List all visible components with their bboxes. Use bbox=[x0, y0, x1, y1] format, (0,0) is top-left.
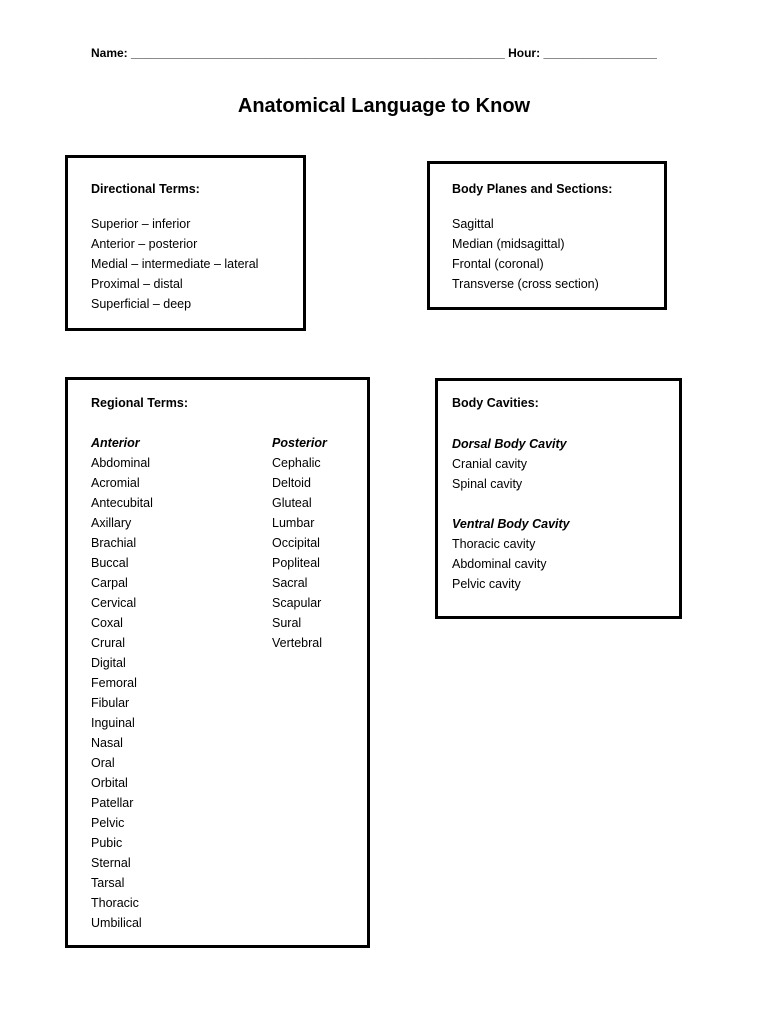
dorsal-cavity-list bbox=[452, 434, 567, 494]
hour-label: Hour: bbox=[508, 46, 541, 60]
list-item: Nasal bbox=[91, 736, 123, 750]
dorsal-heading: Dorsal Body Cavity bbox=[452, 437, 567, 451]
list-item: Scapular bbox=[272, 596, 322, 610]
body-cavities-box bbox=[435, 378, 682, 619]
list-item: Cephalic bbox=[272, 456, 321, 470]
list-item: Umbilical bbox=[91, 916, 142, 930]
anterior-terms-list bbox=[91, 433, 153, 933]
list-item: Buccal bbox=[91, 556, 129, 570]
list-item: Coxal bbox=[91, 616, 123, 630]
list-item: Oral bbox=[91, 756, 115, 770]
list-item: Digital bbox=[91, 656, 126, 670]
directional-terms-title: Directional Terms: bbox=[91, 182, 200, 196]
list-item: Fibular bbox=[91, 696, 130, 710]
directional-terms-list bbox=[91, 214, 258, 314]
list-item: Medial – intermediate – lateral bbox=[91, 257, 259, 271]
list-item: Popliteal bbox=[272, 556, 320, 570]
list-item: Orbital bbox=[91, 776, 128, 790]
list-item: Tarsal bbox=[91, 876, 125, 890]
body-planes-box bbox=[427, 161, 667, 310]
list-item: Acromial bbox=[91, 476, 140, 490]
hour-blank: _________________ bbox=[543, 46, 657, 60]
list-item: Sural bbox=[272, 616, 302, 630]
ventral-cavity-list bbox=[452, 514, 570, 594]
page-title: Anatomical Language to Know bbox=[237, 95, 531, 117]
list-item: Femoral bbox=[91, 676, 137, 690]
list-item: Carpal bbox=[91, 576, 128, 590]
list-item: Pelvic cavity bbox=[452, 577, 521, 591]
list-item: Proximal – distal bbox=[91, 277, 183, 291]
list-item: Axillary bbox=[91, 516, 132, 530]
list-item: Brachial bbox=[91, 536, 137, 550]
list-item: Median (midsagittal) bbox=[452, 237, 565, 251]
list-item: Pubic bbox=[91, 836, 123, 850]
list-item: Frontal (coronal) bbox=[452, 257, 544, 271]
body-planes-title: Body Planes and Sections: bbox=[452, 182, 613, 196]
name-hour-line bbox=[91, 46, 691, 60]
anterior-heading: Anterior bbox=[91, 436, 140, 450]
list-item: Crural bbox=[91, 636, 126, 650]
name-label: Name: bbox=[91, 46, 128, 60]
list-item: Abdominal cavity bbox=[452, 557, 547, 571]
list-item: Deltoid bbox=[272, 476, 311, 490]
list-item: Sacral bbox=[272, 576, 308, 590]
list-item: Patellar bbox=[91, 796, 134, 810]
regional-terms-box bbox=[65, 377, 370, 948]
posterior-heading: Posterior bbox=[272, 436, 327, 450]
list-item: Superior – inferior bbox=[91, 217, 191, 231]
posterior-terms-list bbox=[272, 433, 327, 653]
list-item: Spinal cavity bbox=[452, 477, 523, 491]
list-item: Transverse (cross section) bbox=[452, 277, 599, 291]
list-item: Gluteal bbox=[272, 496, 312, 510]
list-item: Occipital bbox=[272, 536, 320, 550]
list-item: Superficial – deep bbox=[91, 297, 192, 311]
list-item: Cervical bbox=[91, 596, 137, 610]
list-item: Pelvic bbox=[91, 816, 125, 830]
list-item: Thoracic cavity bbox=[452, 537, 536, 551]
list-item: Vertebral bbox=[272, 636, 323, 650]
list-item: Thoracic bbox=[91, 896, 139, 910]
list-item: Cranial cavity bbox=[452, 457, 528, 471]
list-item: Antecubital bbox=[91, 496, 153, 510]
regional-terms-title: Regional Terms: bbox=[91, 396, 189, 410]
body-planes-list bbox=[452, 214, 599, 294]
list-item: Anterior – posterior bbox=[91, 237, 198, 251]
ventral-heading: Ventral Body Cavity bbox=[452, 517, 570, 531]
list-item: Inguinal bbox=[91, 716, 135, 730]
name-blank: ________________________________________________________ bbox=[131, 46, 505, 60]
list-item: Lumbar bbox=[272, 516, 315, 530]
body-cavities-title: Body Cavities: bbox=[452, 396, 539, 410]
list-item: Sagittal bbox=[452, 217, 494, 231]
list-item: Abdominal bbox=[91, 456, 151, 470]
list-item: Sternal bbox=[91, 856, 131, 870]
directional-terms-box bbox=[65, 155, 306, 331]
